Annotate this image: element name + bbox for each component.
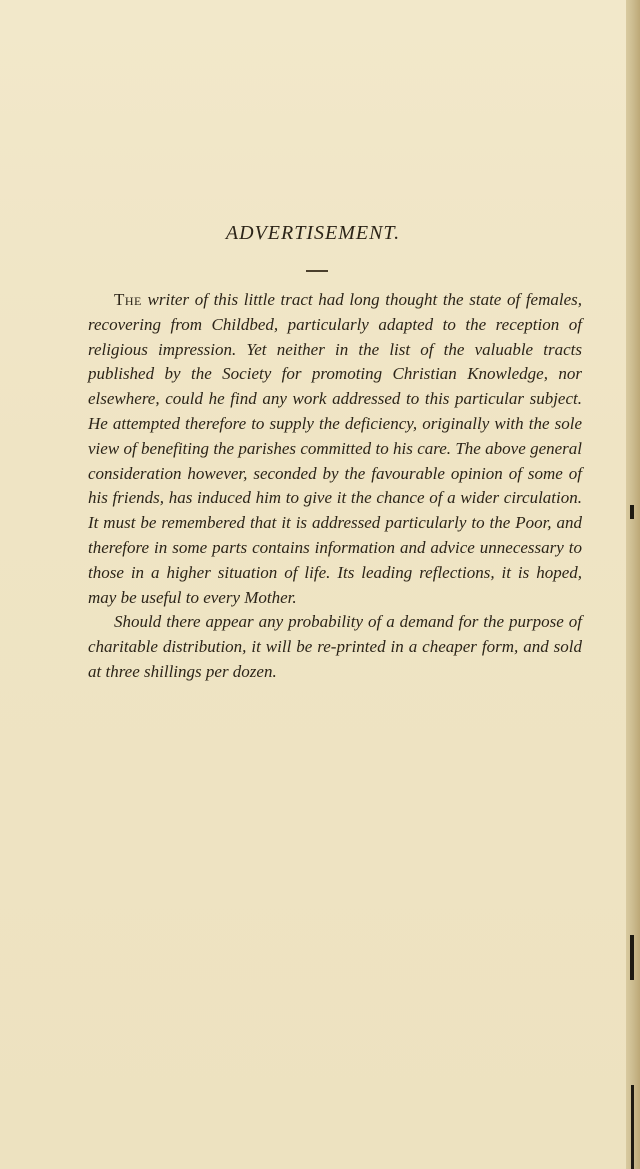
paragraph-2-text: Should there appear any probability of a demand for the purpose of charitable distribution, it will be re-printed in a cheaper form, and sold at three shillings per dozen. — [88, 612, 582, 681]
paragraph-2 — [88, 610, 582, 684]
page-title: ADVERTISEMENT. — [225, 222, 401, 244]
advertisement-body — [88, 288, 582, 685]
paragraph-1-lead: The — [114, 290, 142, 309]
binding-mark-middle — [630, 935, 634, 980]
paragraph-1 — [88, 288, 582, 610]
bleed-through-decoration — [150, 80, 164, 115]
title-divider — [306, 270, 328, 272]
book-edge — [626, 0, 640, 1169]
paragraph-1-text: writer of this little tract had long thought the state of females, recovering from Childbed, particularly adapted to the reception of religious impression. Yet neither in the list of the valuable tracts published by the Society for promoting Christian Knowledge, nor elsewhere, could he find any work addressed to this particular subject. He attempted therefore to supply the deficiency, originally with the sole view of benefiting the parishes committed to his care. The above general consideration however, seconded by the favourable opinion of some of his friends, has induced him to give it the chance of a wider circulation. It must be remembered that it is addressed particularly to the Poor, and therefore in some parts contains information and advice unnecessary to those in a higher situation of life. Its leading reflections, it is hoped, may be useful to every Mother. — [88, 290, 582, 607]
binding-mark-top — [630, 505, 634, 519]
binding-mark-bottom — [631, 1085, 634, 1169]
